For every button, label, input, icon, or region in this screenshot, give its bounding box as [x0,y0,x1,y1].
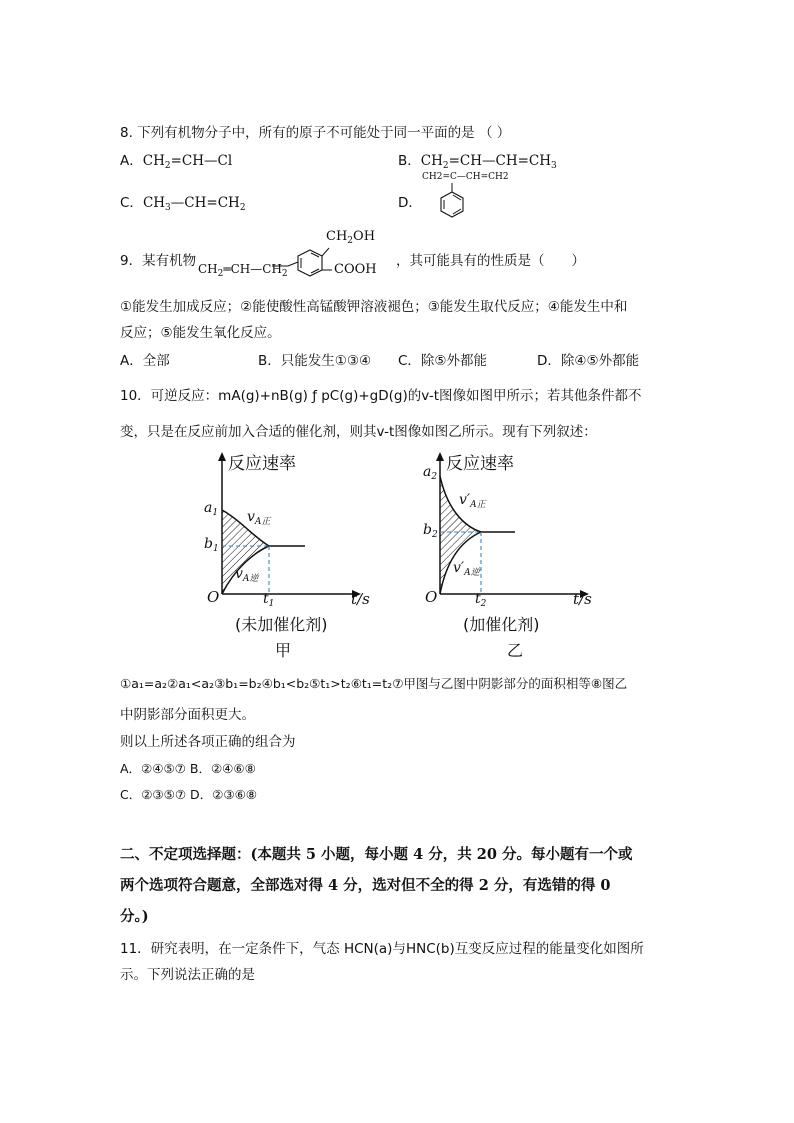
q8-c-label: C． [120,195,143,211]
q8-option-c[interactable] [120,191,246,213]
q9-stem-suffix: ，其可能具有的性质是（ ） [396,253,585,269]
q8-stem: 8. 下列有机物分子中，所有的原子不可能处于同一平面的是 （ ） [120,125,511,141]
q9-option-b[interactable]: B．只能发生①③④ [258,353,372,369]
q10-option-d[interactable]: D．②③⑥⑧ [190,787,257,802]
graph-yi [415,448,593,663]
jia-t-label: $t_1$ [263,591,275,609]
q10-option-a[interactable]: A．②④⑤⑦ [120,761,186,776]
q8-d-structure [420,172,510,222]
section2-line3: 分。) [120,908,149,925]
jia-origin: O [207,588,220,606]
yi-x-label: t/s [573,590,592,608]
q8-c-formula: $CH_3—CH=CH_2$ [142,195,246,213]
jia-y-title: 反应速率 [228,454,296,474]
yi-v-reverse-label: $v'_{A逆}$ [453,560,480,578]
q8-b-label: B． [398,153,421,169]
jia-v-reverse-label: $v_{A逆}$ [235,566,259,584]
q8-d-struct-label: CH2=C—CH=CH2 [422,172,509,182]
yi-y-arrow-icon [436,452,444,461]
yi-caption: (加催化剂) [463,615,540,634]
q9-structure [196,226,396,278]
q8-d-label: D． [398,195,422,211]
q10-option-b[interactable]: B．②④⑥⑧ [189,761,256,776]
yi-y-title: 反应速率 [446,454,514,474]
q9-ch2oh: $CH_2OH$ [326,229,376,246]
q8-b-formula: $CH_2=CH—CH=CH_3$ [420,153,557,171]
q8-option-d[interactable] [398,191,422,211]
section2-line2: 两个选项符合题意，全部选对得 4 分，选对但不全的得 2 分，有选错的得 0 [120,877,611,894]
q9-option-c[interactable]: C．除⑤外都能 [398,353,488,369]
jia-name: 甲 [275,641,292,660]
q9-stem-prefix: 9．某有机物 [120,253,197,269]
section2-line1: 二、不定项选择题：(本题共 5 小题，每小题 4 分，共 20 分。每小题有一个或 [120,846,633,863]
yi-b-label: $b_2$ [423,522,438,540]
q10-options-ab [120,759,256,777]
jia-b-label: $b_1$ [204,536,219,554]
q9-option-d[interactable]: D．除④⑤外都能 [537,353,640,369]
q10-line2: 变，只是在反应前加入合适的催化剂，则其v-t图像如图乙所示。现有下列叙述： [120,424,597,440]
yi-origin: O [425,588,438,606]
yi-v-forward-label: $v'_{A正}$ [459,492,486,510]
yi-name: 乙 [507,641,524,660]
q10-line1: 10．可逆反应：mA(g)+nB(g) ƒ pC(g)+gD(g)的v-t图像如图甲所示；若其他条件都不 [120,388,642,404]
q10-statements-line1: ①a₁=a₂②a₁<a₂③b₁=b₂④b₁<b₂⑤t₁>t₂⑥t₁=t₂⑦甲图与乙图中阴影部分的面积相等⑧图乙 [120,676,628,691]
jia-v-forward-label: $v_{A正}$ [247,509,271,527]
q8-option-a[interactable] [120,149,232,171]
q8-a-formula: $CH_2=CH—Cl$ [142,153,233,171]
q8-option-b[interactable] [398,149,557,171]
jia-y-arrow-icon [218,452,226,461]
graph-jia [195,448,370,663]
q11-line2: 示。下列说法正确的是 [120,967,255,983]
q9-props-line1: ①能发生加成反应；②能使酸性高锰酸钾溶液褪色；③能发生取代反应；④能发生中和 [120,299,628,315]
benzene-ring-icon [420,172,510,222]
q9-side-chain: $CH_2═CH—CH_2$ [198,262,288,279]
q9-props-line2: 反应；⑤能发生氧化反应。 [120,325,281,341]
yi-a-label: $a_2$ [423,464,438,482]
jia-a-label: $a_1$ [204,500,219,518]
yi-t-label: $t_2$ [475,591,487,609]
q10-options-cd [120,785,257,803]
q8-a-label: A． [120,153,143,169]
jia-caption: (未加催化剂) [235,615,328,634]
q11-line1: 11．研究表明，在一定条件下，气态 HCN(a)与HNC(b)互变反应过程的能量变化如图所 [120,941,644,957]
q10-option-c[interactable]: C．②③⑤⑦ [120,787,187,802]
q9-cooh: COOH [334,262,377,277]
jia-x-label: t/s [351,590,370,608]
q10-statements-line2: 中阴影部分面积更大。 [120,707,255,723]
q10-ask: 则以上所述各项正确的组合为 [120,734,296,750]
q9-option-a[interactable]: A．全部 [120,353,170,369]
